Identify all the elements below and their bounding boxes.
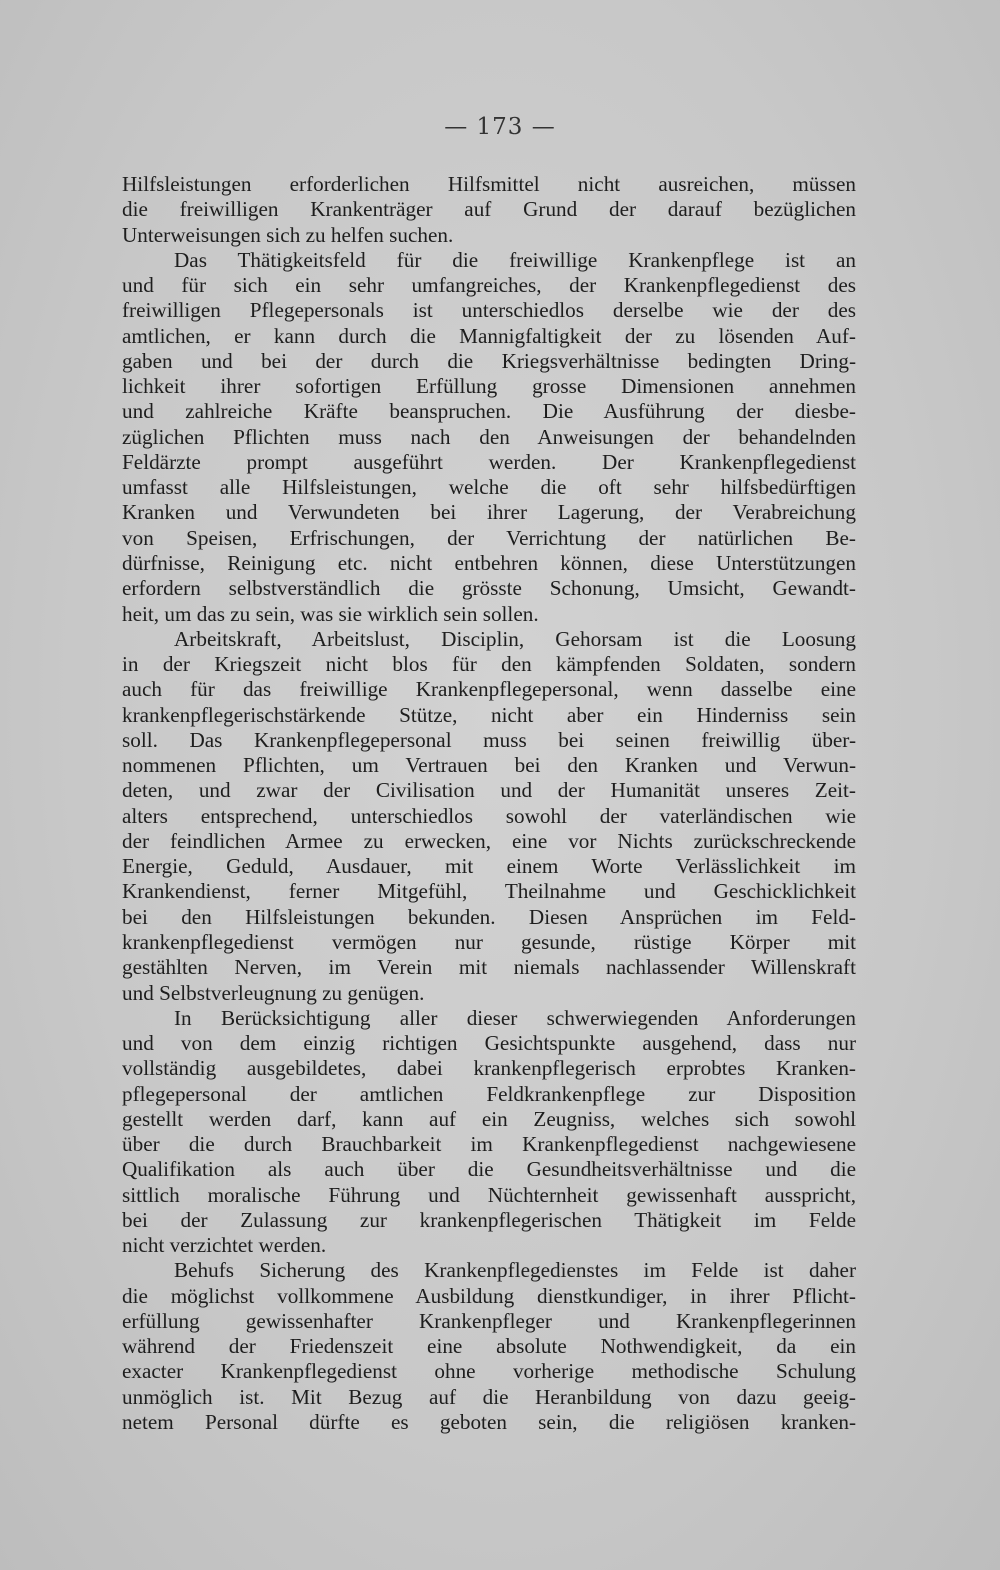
text-line: Kranken und Verwundeten bei ihrer Lagerung, der Verabreichung — [122, 500, 856, 525]
text-line: und Selbstverleugnung zu genügen. — [122, 980, 425, 1005]
text-line: netem Personal dürfte es geboten sein, die religiösen kranken- — [122, 1410, 856, 1435]
text-line: nicht verzichtet werden. — [122, 1233, 327, 1258]
text-line: unmöglich ist. Mit Bezug auf die Heranbildung von dazu geeig- — [122, 1384, 856, 1409]
text-line: alters entsprechend, unterschiedlos sowohl der vaterländischen wie — [122, 803, 856, 828]
text-line: über die durch Brauchbarkeit im Krankenpflegedienst nachgewiesene — [122, 1132, 856, 1157]
text-line: Unterweisungen sich zu helfen suchen. — [122, 222, 454, 247]
text-line: deten, und zwar der Civilisation und der Humanität unseres Zeit- — [122, 778, 856, 803]
text-line: Hilfsleistungen erforderlichen Hilfsmittel nicht ausreichen, müssen — [122, 172, 856, 196]
text-line: Energie, Geduld, Ausdauer, mit einem Worte Verlässlichkeit im — [122, 854, 856, 879]
text-line: und für sich ein sehr umfangreiches, der Krankenpflegedienst des — [122, 273, 856, 298]
text-line: erfüllung gewissenhafter Krankenpfleger und Krankenpflegerinnen — [122, 1308, 856, 1333]
text-line: Krankendienst, ferner Mitgefühl, Theilnahme und Geschicklichkeit — [122, 879, 856, 904]
text-line: Qualifikation als auch über die Gesundheitsverhältnisse und die — [122, 1157, 856, 1182]
text-line: gestellt werden darf, kann auf ein Zeugniss, welches sich sowohl — [122, 1106, 856, 1131]
text-line: gaben und bei der durch die Kriegsverhältnisse bedingten Dring- — [122, 348, 856, 373]
text-line: von Speisen, Erfrischungen, der Verrichtung der natürlichen Be- — [122, 525, 856, 550]
text-line: umfasst alle Hilfsleistungen, welche die oft sehr hilfsbedürftigen — [122, 475, 856, 500]
text-line: der feindlichen Armee zu erwecken, eine vor Nichts zurückschreckende — [122, 828, 856, 853]
text-line: züglichen Pflichten muss nach den Anweisungen der behandelnden — [122, 424, 856, 449]
text-line: auch für das freiwillige Krankenpflegepersonal, wenn dasselbe eine — [122, 677, 856, 702]
text-line: die möglichst vollkommene Ausbildung dienstkundiger, in ihrer Pflicht- — [122, 1283, 856, 1308]
text-line: sittlich moralische Führung und Nüchternheit gewissenhaft ausspricht, — [122, 1182, 856, 1207]
text-line: In Berücksichtigung aller dieser schwerwiegenden Anforderungen — [174, 1005, 856, 1030]
text-line: erfordern selbstverständlich die grösste Schonung, Umsicht, Gewandt- — [122, 576, 856, 601]
text-line: und zahlreiche Kräfte beanspruchen. Die Ausführung der diesbe- — [122, 399, 856, 424]
text-line: Behufs Sicherung des Krankenpflegedienstes im Felde ist daher — [174, 1258, 856, 1283]
text-line: und von dem einzig richtigen Gesichtspunkte ausgehend, dass nur — [122, 1031, 856, 1056]
text-line: bei der Zulassung zur krankenpflegerischen Thätigkeit im Felde — [122, 1207, 856, 1232]
text-line: freiwilligen Pflegepersonals ist unterschiedlos derselbe wie der des — [122, 298, 856, 323]
text-line: die freiwilligen Krankenträger auf Grund der darauf bezüglichen — [122, 197, 856, 222]
text-line: bei den Hilfsleistungen bekunden. Diesen Ansprüchen im Feld- — [122, 904, 856, 929]
text-line: pflegepersonal der amtlichen Feldkrankenpflege zur Disposition — [122, 1081, 856, 1106]
text-line: Arbeitskraft, Arbeitslust, Disciplin, Gehorsam ist die Loosung — [174, 626, 856, 651]
text-line: während der Friedenszeit eine absolute Nothwendigkeit, da ein — [122, 1334, 856, 1359]
text-line: dürfnisse, Reinigung etc. nicht entbehren können, diese Unterstützungen — [122, 550, 856, 575]
text-line: krankenpflegerischstärkende Stütze, nicht aber ein Hinderniss sein — [122, 702, 856, 727]
text-line: Feldärzte prompt ausgeführt werden. Der Krankenpflegedienst — [122, 449, 856, 474]
text-line: heit, um das zu sein, was sie wirklich sein sollen. — [122, 601, 539, 626]
text-line: krankenpflegedienst vermögen nur gesunde, rüstige Körper mit — [122, 929, 856, 954]
text-line: lichkeit ihrer sofortigen Erfüllung grosse Dimensionen annehmen — [122, 374, 856, 399]
text-line: exacter Krankenpflegedienst ohne vorherige methodische Schulung — [122, 1359, 856, 1384]
text-line: in der Kriegszeit nicht blos für den kämpfenden Soldaten, sondern — [122, 652, 856, 677]
text-line: vollständig ausgebildetes, dabei krankenpflegerisch erprobtes Kranken- — [122, 1056, 856, 1081]
text-line: nommenen Pflichten, um Vertrauen bei den Kranken und Verwun- — [122, 753, 856, 778]
text-line: amtlichen, er kann durch die Mannigfaltigkeit der zu lösenden Auf- — [122, 323, 856, 348]
text-line: soll. Das Krankenpflegepersonal muss bei seinen freiwillig über- — [122, 727, 856, 752]
text-line: Das Thätigkeitsfeld für die freiwillige Krankenpflege ist an — [174, 247, 856, 272]
page-number: — 173 — — [444, 114, 556, 140]
text-line: gestählten Nerven, im Verein mit niemals nachlassender Willenskraft — [122, 955, 856, 980]
body-text — [122, 172, 856, 1435]
